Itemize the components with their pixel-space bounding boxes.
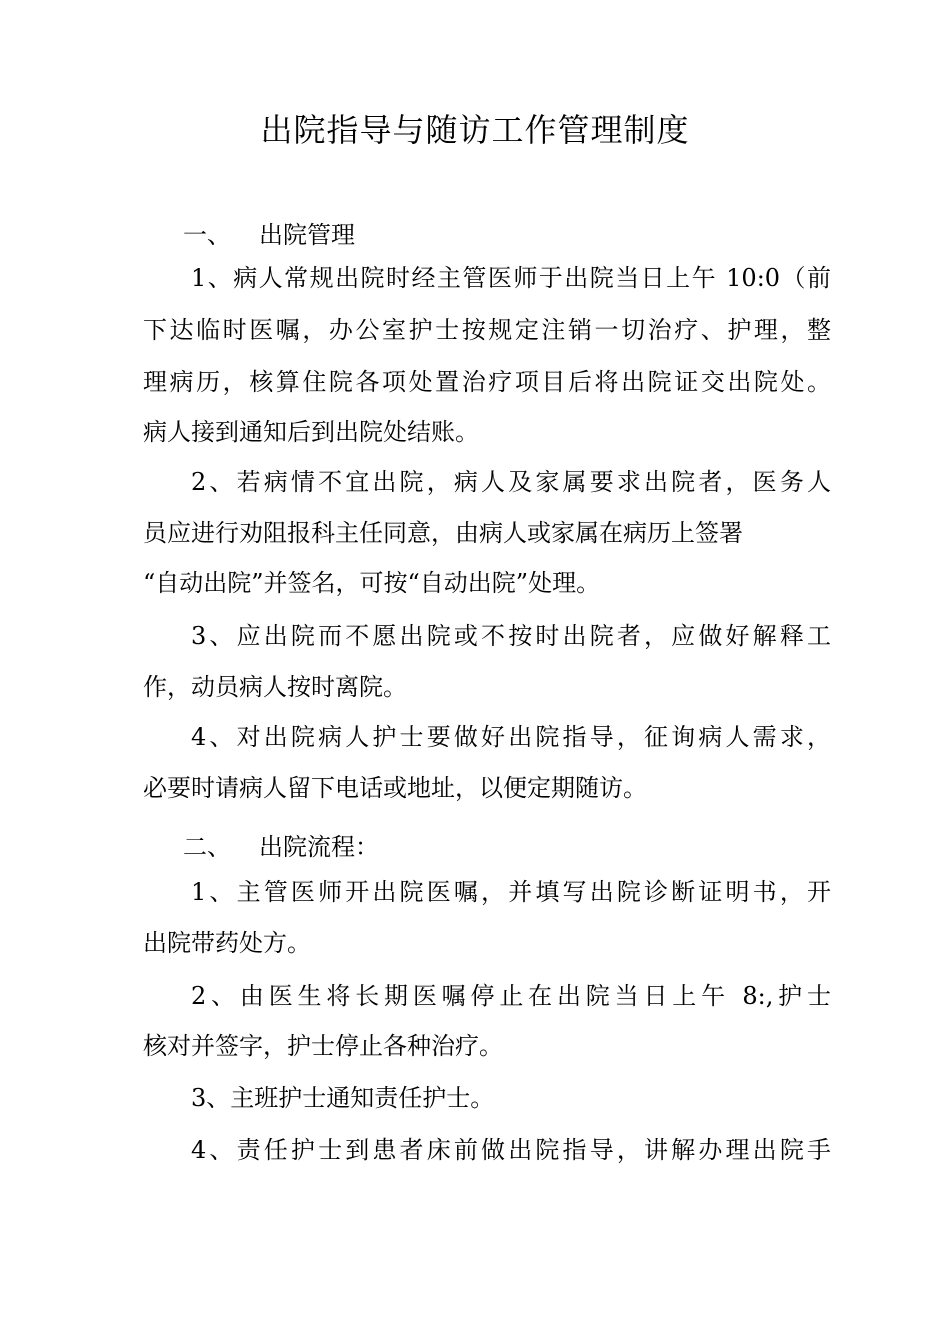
paragraph-line: 1、主管医师开出院医嘱，并填写出院诊断证明书，开 <box>191 878 831 906</box>
paragraph-line: 核对并签字，护士停止各种治疗。 <box>143 1032 503 1060</box>
paragraph-line: 必要时请病人留下电话或地址，以便定期随访。 <box>143 774 647 802</box>
paragraph-line: 员应进行劝阻报科主任同意，由病人或家属在病历上签署 <box>143 519 743 547</box>
paragraph-line: 2、若病情不宜出院，病人及家属要求出院者，医务人 <box>191 468 831 496</box>
paragraph-line: 2、由医生将长期医嘱停止在出院当日上午 8:,护士 <box>191 982 831 1010</box>
paragraph-line: 1、病人常规出院时经主管医师于出院当日上午 10:0（前 <box>191 264 831 292</box>
paragraph-line: 4、对出院病人护士要做好出院指导，征询病人需求， <box>191 723 831 751</box>
section-number: 二、 <box>183 833 231 861</box>
paragraph-line: 下达临时医嘱，办公室护士按规定注销一切治疗、护理，整 <box>143 316 831 344</box>
paragraph-line: 理病历，核算住院各项处置治疗项目后将出院证交出院处。 <box>143 368 831 396</box>
paragraph-line: 作，动员病人按时离院。 <box>143 673 407 701</box>
paragraph-line: “自动出院”并签名，可按“自动出院”处理。 <box>143 569 601 597</box>
section-heading <box>183 830 379 864</box>
section-number: 一、 <box>183 221 231 249</box>
paragraph-line: 病人接到通知后到出院处结账。 <box>143 418 479 446</box>
paragraph-line: 3、主班护士通知责任护士。 <box>191 1084 495 1112</box>
section-heading <box>183 218 355 252</box>
document-title: 出院指导与随访工作管理制度 <box>260 111 690 149</box>
section-title: 出院管理 <box>259 221 355 249</box>
paragraph-line: 3、应出院而不愿出院或不按时出院者，应做好解释工 <box>191 622 831 650</box>
paragraph-line: 出院带药处方。 <box>143 929 311 957</box>
paragraph-line: 4、责任护士到患者床前做出院指导，讲解办理出院手 <box>191 1136 831 1164</box>
section-title: 出院流程： <box>259 833 379 861</box>
